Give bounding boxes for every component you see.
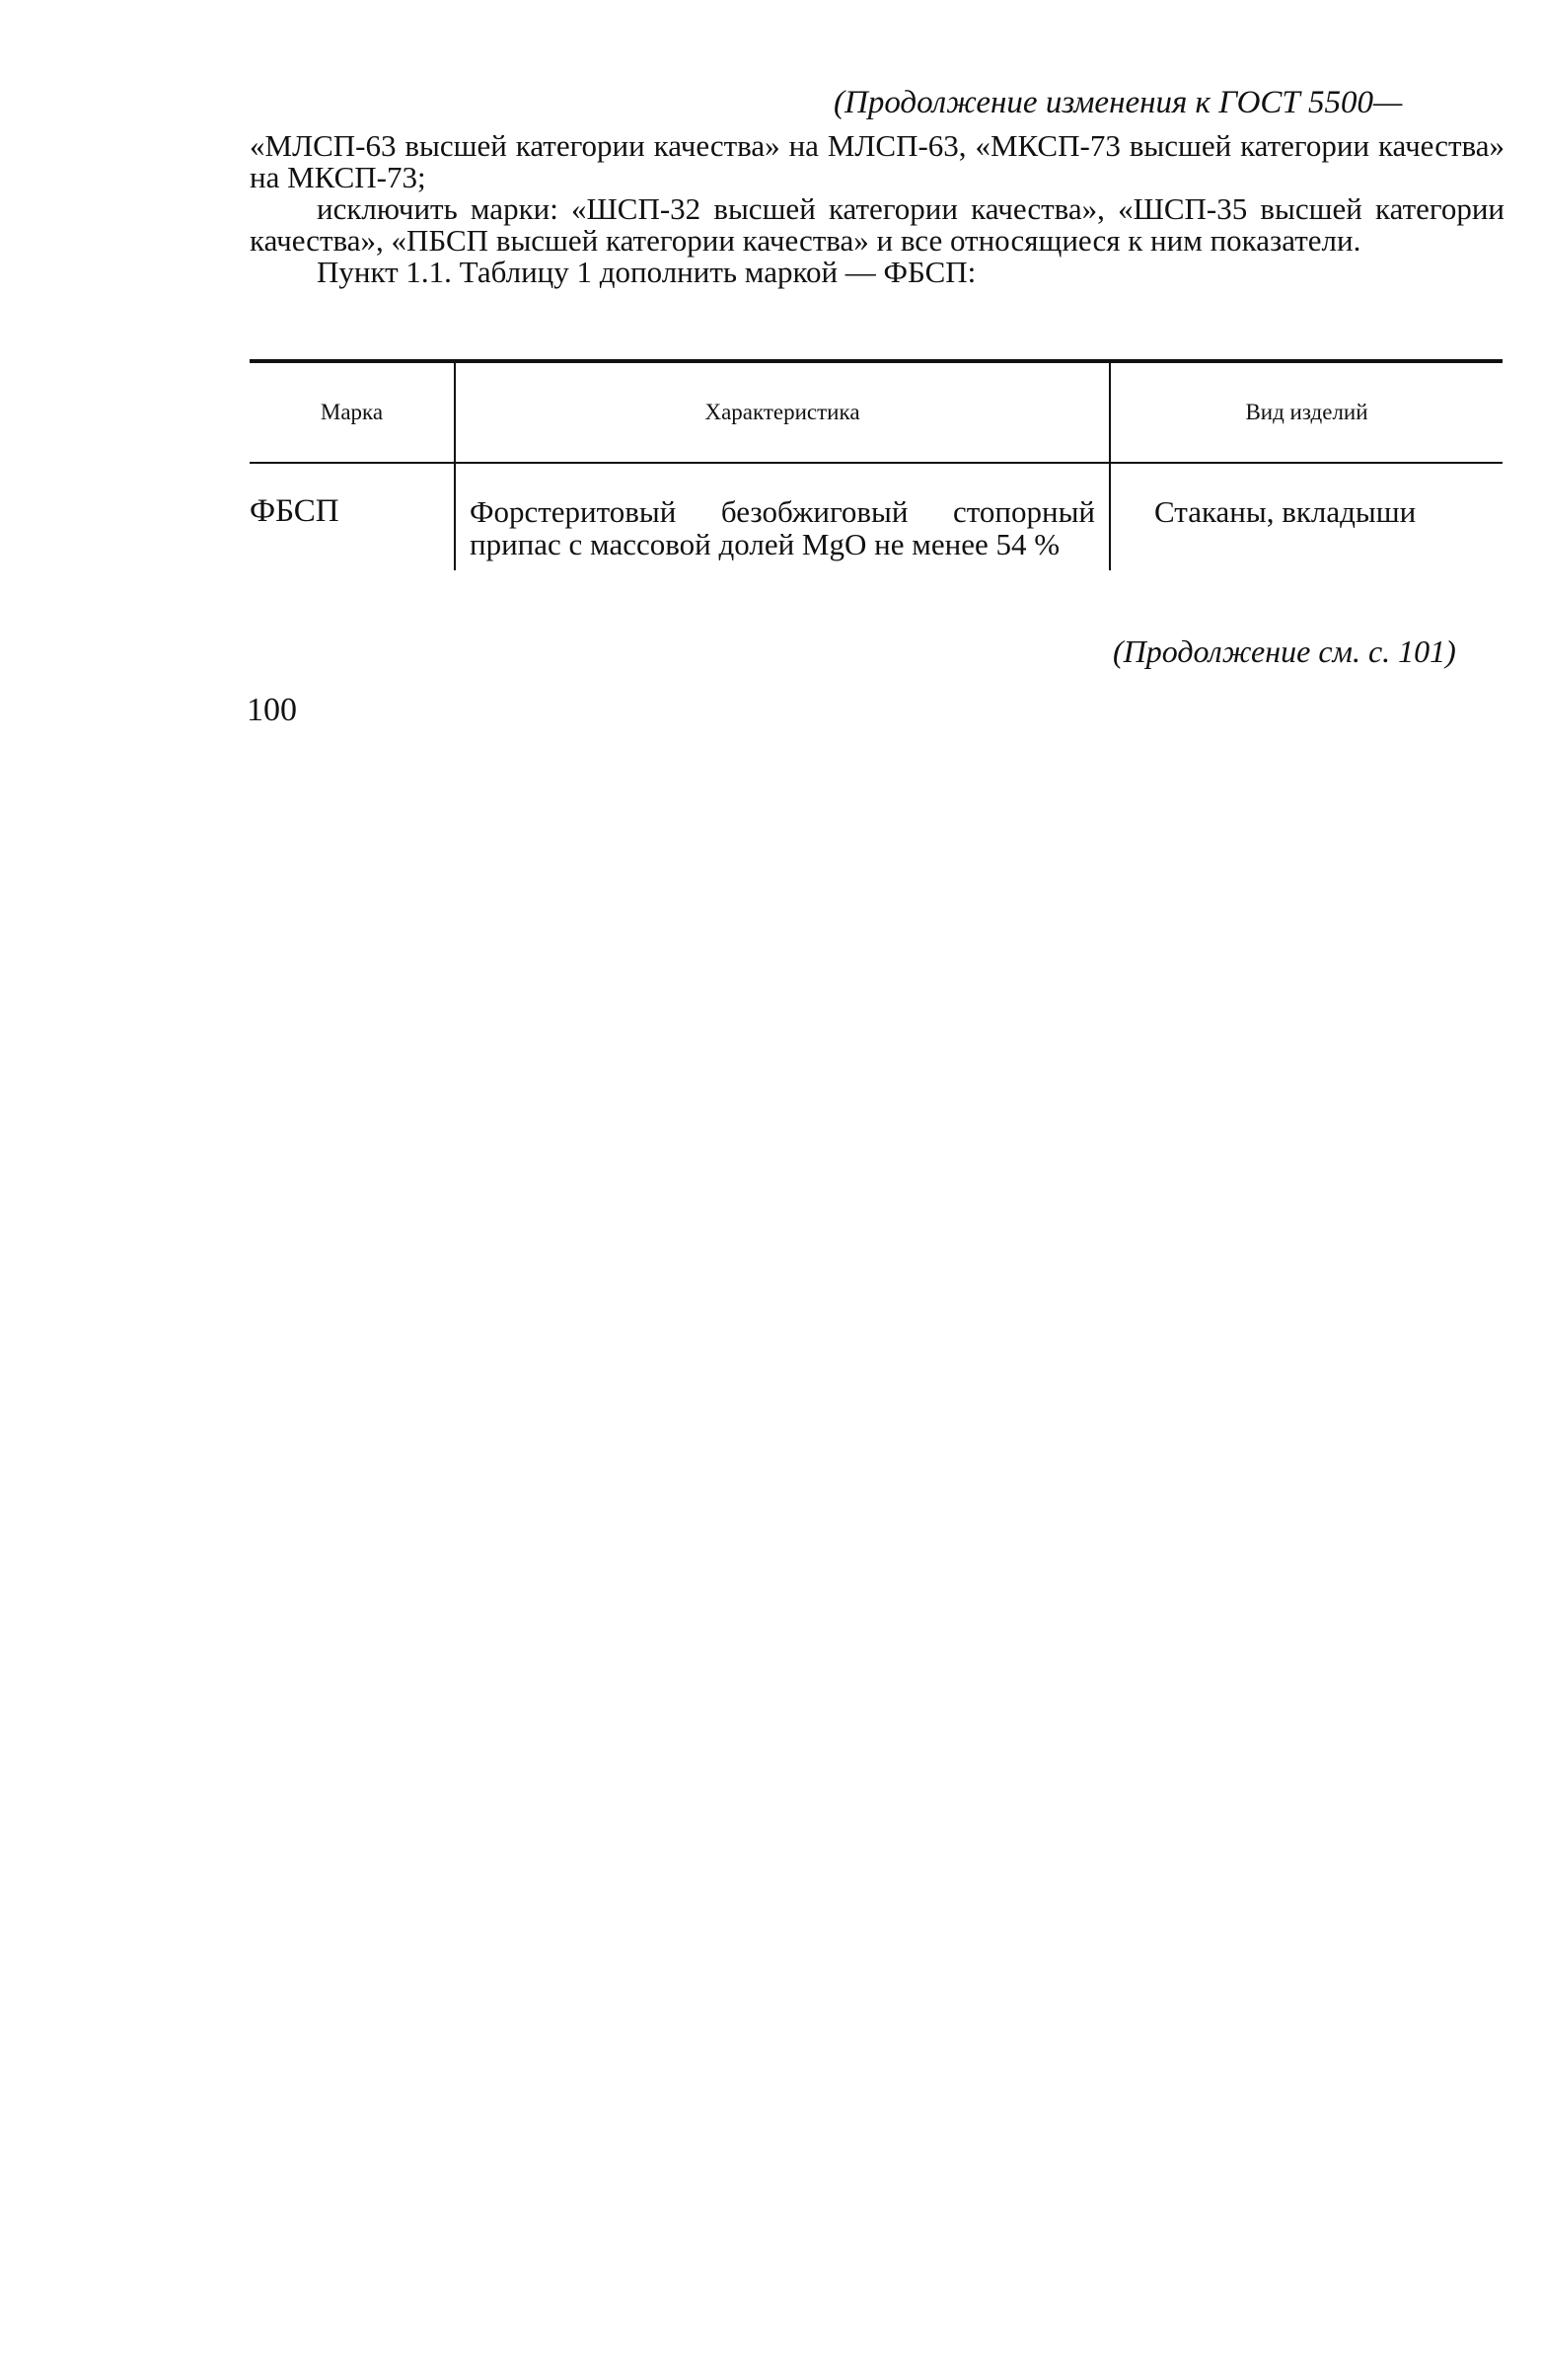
- grade-cell: ФБСП: [250, 493, 339, 529]
- characteristic-cell: Форстеритовый безобжиговый стопорный припас с массовой долей MgO не менее 54 %: [455, 463, 1110, 570]
- amendment-text: [250, 130, 1504, 288]
- page-number: 100: [247, 692, 297, 728]
- paragraph-table-addition: Пункт 1.1. Таблицу 1 дополнить маркой — ФБСП:: [317, 255, 977, 289]
- column-header-product-type: Вид изделий: [1110, 361, 1503, 463]
- table-row: [250, 463, 1503, 570]
- table-header-row: [250, 361, 1503, 463]
- continuation-header: (Продолжение изменения к ГОСТ 5500—: [834, 85, 1403, 120]
- continuation-footer: (Продолжение см. с. 101): [1113, 633, 1456, 669]
- paragraph-replacement: «МЛСП-63 высшей категории качества» на МЛСП-63, «МКСП-73 высшей категории качества» на МКСП-73;: [250, 128, 1504, 194]
- column-header-characteristic: Характеристика: [455, 361, 1110, 463]
- grade-table: [250, 359, 1503, 570]
- paragraph-exclusion: исключить марки: «ШСП-32 высшей категории качества», «ШСП-35 высшей категории качества», «ПБСП высшей категории качества» и все относящиеся к ним показатели.: [250, 191, 1504, 258]
- column-header-grade: Марка: [320, 400, 384, 424]
- product-type-cell: Стаканы, вкладыши: [1110, 463, 1503, 570]
